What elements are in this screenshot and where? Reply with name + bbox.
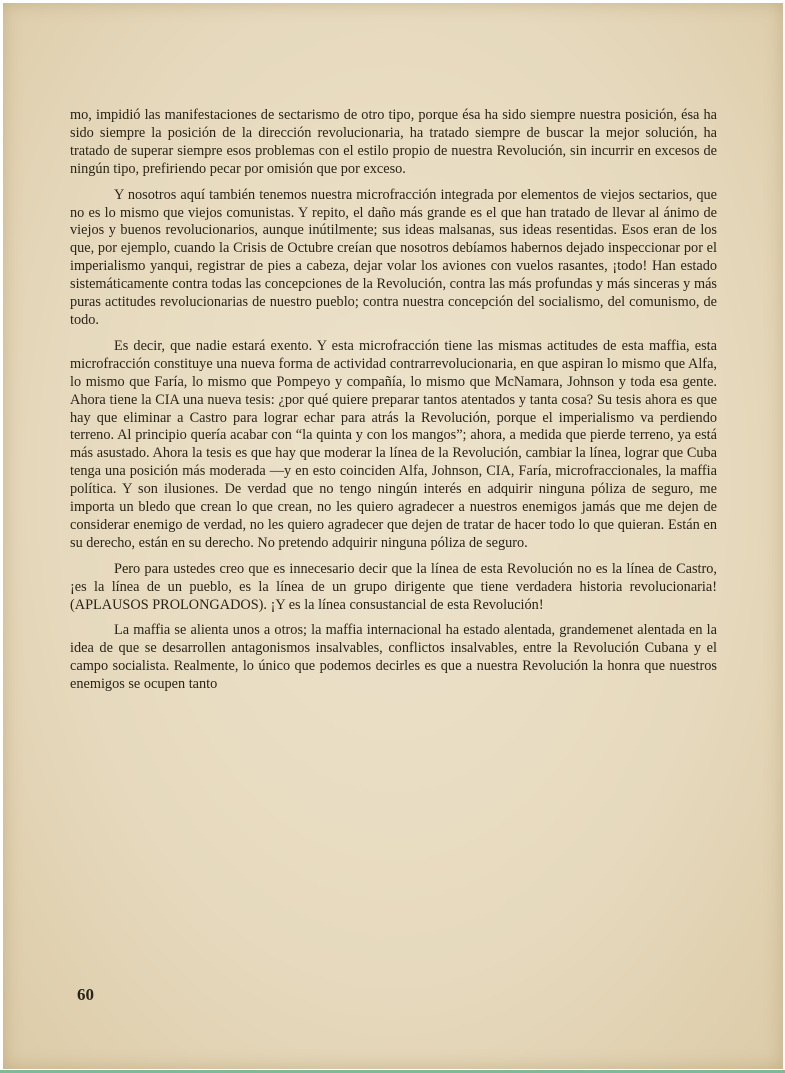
body-text [70, 107, 717, 702]
paragraph-3: Es decir, que nadie estará exento. Y esta microfracción tiene las mismas actitudes de esta maffia, esta microfracción constituye una nueva forma de actividad contrarrevolucionaria, en que aspiran lo mismo que Alfa, lo mismo que Faría, lo mismo que Pompeyo y compañía, lo mismo que McNamara, Johnson y toda esa gente. Ahora tiene la CIA una nueva tesis: ¿por qué quiere preparar tantos atentados y tanta cosa? Su tesis ahora es que hay que eliminar a Castro para lograr echar para atrás la Revolución, porque el imperialismo va perdiendo terreno. Al principio quería acabar con “la quinta y con los mangos”; ahora, a medida que pierde terreno, ya está más asustado. Ahora la tesis es que hay que moderar la línea de la Revolución, cambiar la línea, lograr que Cuba tenga una posición más moderada —y en esto coinciden Alfa, Johnson, CIA, Faría, microfraccionales, la maffia política. Y son ilusiones. De verdad que no tengo ningún interés en adquirir ninguna póliza de seguro, me importa un bledo que crean lo que crean, no les quiero agradecer a nuestros enemigos jamás que me dejen de considerar enemigo de verdad, no les quiero agradecer que dejen de tratar de hacer todo lo que quieran. Están en su derecho, están en su derecho. No pretendo adquirir ninguna póliza de seguro. [70, 337, 717, 551]
paragraph-1: mo, impidió las manifestaciones de sectarismo de otro tipo, porque ésa ha sido siempre nuestra posición, ésa ha sido siempre la posición de la dirección revolucionaria, ha tratado siempre de buscar la mejor solución, ha tratado de superar siempre esos problemas con el estilo propio de nuestra Revolución, sin incurrir en excesos de ningún tipo, prefiriendo pecar por omisión que por exceso. [70, 107, 717, 177]
page-number: 60 [77, 985, 94, 1004]
paragraph-5: La maffia se alienta unos a otros; la maffia internacional ha estado alentada, grandemenet alentada en la idea de que se desarrollen antagonismos insalvables, conflictos insalvables, entre la Revolución Cubana y el campo socialista. Realmente, lo único que podemos decirles es que a nuestra Revolución la honra que nuestros enemigos se ocupen tanto [70, 622, 717, 693]
book-page [3, 3, 783, 1069]
paragraph-2: Y nosotros aquí también tenemos nuestra microfracción integrada por elementos de viejos sectarios, que no es lo mismo que viejos comunistas. Y repito, el daño más grande es el que han tratado de llevar al ánimo de viejos y buenos revolucionarios, aunque inútilmente; sus ideas malsanas, sus ideas resentidas. Esos eran de los que, por ejemplo, cuando la Crisis de Octubre creían que nosotros debíamos habernos dejado inspeccionar por el imperialismo yanqui, registrar de pies a cabeza, dejar volar los aviones con vuelos rasantes, ¡todo! Han estado sistemáticamente contra todas las concepciones de la Revolución, contra las más profundas y más sinceras y más puras actitudes revolucionarias de nuestro pueblo; contra nuestra concepción del socialismo, del comunismo, de todo. [70, 186, 717, 328]
paragraph-4: Pero para ustedes creo que es innecesario decir que la línea de esta Revolución no es la línea de Castro, ¡es la línea de un pueblo, es la línea de un grupo dirigente que tiene verdadera historia revolucionaria! (APLAUSOS PROLONGADOS). ¡Y es la línea consustancial de esta Revolución! [70, 560, 717, 613]
